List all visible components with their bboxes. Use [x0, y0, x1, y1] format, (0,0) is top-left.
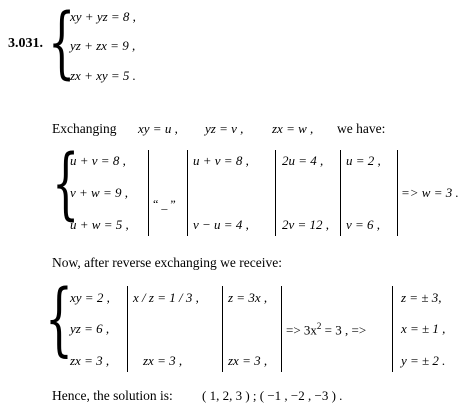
left-brace: {: [45, 272, 73, 365]
equals-text: = 3 , =>: [321, 322, 367, 338]
equation-line: x = ± 1 ,: [401, 321, 446, 336]
problem-number: 3.031.: [8, 36, 43, 51]
left-brace: {: [48, 0, 76, 88]
equation-line: zx + xy = 5 .: [70, 68, 136, 83]
equation-line: 2u = 4 ,: [282, 153, 324, 168]
divider-line: [340, 150, 341, 236]
solution-answer: ( 1, 2, 3 ) ; ( −1 , −2 , −3 ) .: [202, 388, 343, 403]
arrow-text: => 3x: [286, 322, 317, 338]
equation-line: 2v = 12 ,: [282, 217, 330, 232]
equation-line: zx = 3 ,: [70, 353, 110, 368]
equation-line: xy = 2 ,: [70, 290, 110, 305]
divider-line: [222, 286, 223, 372]
divider-line: [392, 286, 393, 372]
equation-line: yz + zx = 9 ,: [70, 38, 136, 53]
equation-line: v − u = 4 ,: [193, 217, 249, 232]
equation-line: u + v = 8 ,: [193, 153, 249, 168]
left-brace: {: [52, 139, 80, 229]
solution-text: Hence, the solution is:: [52, 388, 173, 403]
substitution: yz = v ,: [205, 121, 244, 136]
divider-line: [148, 150, 149, 236]
equation-line: v + w = 9 ,: [70, 185, 128, 200]
equation-line: x / z = 1 / 3 ,: [133, 290, 199, 305]
equation-line: z = ± 3,: [401, 290, 442, 305]
divider-line: [281, 286, 282, 372]
equation-line: u = 2 ,: [346, 153, 381, 168]
equation-line: yz = 6 ,: [70, 321, 110, 336]
exponent: 2: [316, 321, 322, 331]
equation-line: zx = 3 ,: [143, 353, 183, 368]
equation-line: xy + yz = 8 ,: [70, 9, 136, 24]
equation-line: u + v = 8 ,: [70, 153, 126, 168]
equation-line: zx = 3 ,: [228, 353, 268, 368]
divider-line: [127, 286, 128, 372]
divider-line: [187, 150, 188, 236]
divider-line: [397, 150, 398, 236]
substitution: zx = w ,: [272, 121, 314, 136]
equation-line: u + w = 5 ,: [70, 217, 129, 232]
equation-line: y = ± 2 .: [401, 353, 446, 368]
implication-step: [286, 321, 366, 338]
subtract-sign: “ _ ”: [153, 197, 176, 211]
reverse-text: Now, after reverse exchanging we receive:: [52, 255, 283, 270]
exchange-intro: Exchanging: [52, 121, 117, 136]
result-w: => w = 3 .: [401, 185, 459, 200]
divider-line: [275, 150, 276, 236]
equation-line: z = 3x ,: [228, 290, 268, 305]
substitution: xy = u ,: [138, 121, 178, 136]
exchange-tail: we have:: [337, 121, 386, 136]
equation-line: v = 6 ,: [346, 217, 381, 232]
